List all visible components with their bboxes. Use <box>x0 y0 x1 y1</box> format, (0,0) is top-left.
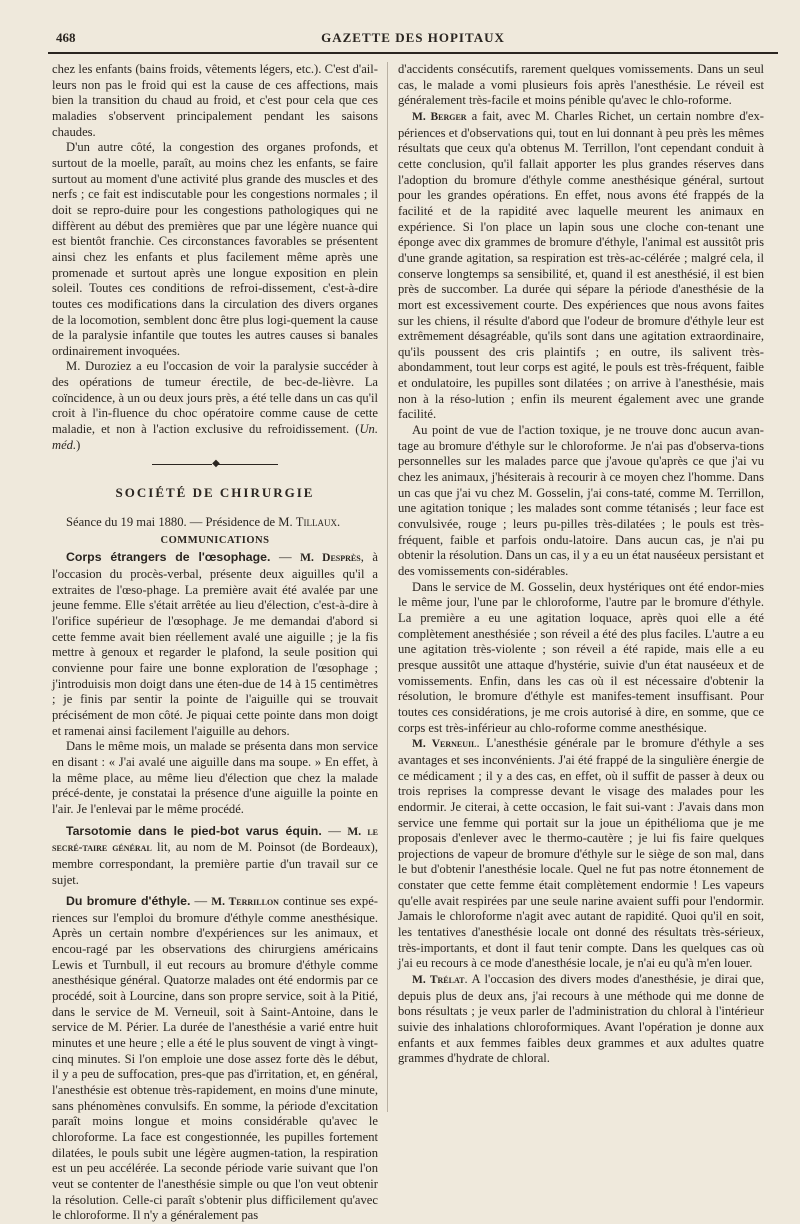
session-line <box>52 515 378 531</box>
speaker-name: M. Berger <box>412 110 467 123</box>
berger-paragraph <box>398 109 764 423</box>
article-oesophage-p2: Dans le même mois, un malade se présenta dans mon service en disant : « J'ai avalé une aiguille dans ma soupe. » En effet, à la même place, au même lieu d'élection que chez la malade précé-dente, je constatai la présence d'une aiguille la pointe en l'air. Je l'enlevai par le même procédé. <box>52 739 378 816</box>
article-author: M. Desprès <box>300 552 361 565</box>
dash: — <box>321 823 348 838</box>
speaker-text: . A l'occasion des divers modes d'anesthésie, je dirai que, depuis plus de deux ans, j'ai recours à une méthode qui me donne de bons résultats ; je veux parler de l'administration du chloral à l'intérieur suivie des inhalations chloroformiques. Avant l'opération je donne aux enfants et aux femmes faibles deux grammes et aux adultes quatre grammes d'hydrate de chloral. <box>398 972 764 1066</box>
article-bromure <box>52 894 378 1224</box>
left-column <box>52 62 378 1224</box>
section-title: SOCIÉTÉ DE CHIRURGIE <box>115 485 315 501</box>
article-text: , à l'occasion du procès-verbal, présente deux aiguilles qu'il a extraites de l'œso-phage. La première avait été avalée par une jeune femme. Elle s'était arrêtée au lieu d'élection, c'est-à-dire à l'orifice supérieur de l'œsophage. Je me demandai d'abord si cette femme avait bien réellement avalé une aiguille ; je la fis mettre à genoux et regarder le plafond, la seule position qui convienne pour faire une bonne exploration de l'œsophage ; j'introduisis mon doigt dans une éten-due de 14 à 15 centimètres ; je finis par sentir la pointe de l'aiguille qui se trouvait précisément de mon côté. Je piquai cette pointe dans mon doigt et ramenai ainsi facilement l'aiguille au dehors. <box>52 550 378 738</box>
paren-close: ) <box>76 437 81 452</box>
verneuil-paragraph <box>398 736 764 972</box>
left-paragraph-3 <box>52 359 378 453</box>
speaker-text: a fait, avec M. Charles Richet, un certain nombre d'ex-périences et d'observations qui, tout en lui donnant à peu près les mêmes résultats que ceux qu'a obtenus M. Terrillon, l'ont cependant conduit à cette conclusion, qu'il fallait apporter les plus grandes réserves dans l'adoption du bromure d'éthyle comme anesthésique général, surtout pour les grandes opérations. En effet, nous avons été frappés de la facilité et de la rapidité avec laquelle meurent les animaux en expérience. Si l'on place un lapin sous une cloche con-tenant une éponge avec dix grammes de bromure d'éthyle, l'animal est aussitôt pris d'une grande agitation, sa respiration est très-ac-célérée ; malgré cela, il conserve longtemps sa sensibilité, et, quand il est anesthésié, il est bien près de succomber. La durée qui sépare la période d'anesthésie de la mort est excessivement courte. Des expériences que nous avons faites sur les chiens, il résulte d'abord que l'odeur de bromure d'éthyle leur est extrêmement désagréable, qu'ils sont dans une agitation extraordinaire, qu'ils poussent des cris plaintifs ; en outre, ils salivent très-abondamment, tout leur corps est agité, le pouls est très-fréquent, faible et ondulatoire, les pupilles sont dilatées ; on arrive à l'anesthésie, mais non à la réso-lution ; enfin ils meurent également avec une grande facilité. <box>398 108 764 422</box>
article-author: M. Terrillon <box>211 896 279 909</box>
page-number: 468 <box>56 30 76 45</box>
trelat-paragraph <box>398 972 764 1067</box>
article-text: continue ses expé-riences sur l'emploi du bromure d'éthyle comme anesthésique. Après un certain nombre d'expériences sur les animaux, et encou-ragé par les observations des chirurgiens américains Lewis et Turnbull, il eut recours au bromure d'éthyle comme anesthésique général. Quatorze malades ont été endormis par ce procédé, soit à Lourcine, dans son propre service, soit à la Pitié, dans le service de M. Verneuil, soit à Saint-Antoine, dans le service de M. Périer. La durée de l'anesthésie a varié entre huit minutes et une heure ; elle a été le plus souvent de vingt à vingt-cinq minutes. Si l'on emploie une dose assez forte dès le début, il y a peu de suffocation, pres-que pas d'irritation, et, en général, l'anesthésie est obtenue très-rapidement, en moins d'une minute, sans phénomènes convulsifs. En somme, la période d'excitation paraît moins longue et moins considérable qu'avec le chloroforme. La face est congestionnée, les pupilles fortement dilatées, le pouls subit une légère augmen-tation, la respiration est un peu accélérée. La seconde période varie suivant que l'on veut se contenter de l'anesthésie simple ou que l'on veut obtenir la résolution. Celle-ci paraît s'obtenir plus difficilement qu'avec le chloroforme. Il n'y a généralement pas <box>52 894 379 1223</box>
article-title: Corps étrangers de l'œsophage. <box>66 550 271 565</box>
article-text: lit, au nom de M. Poinsot (de Bordeaux), membre correspondant, la première partie d'un travail sur ce sujet. <box>52 840 378 887</box>
speaker-name: M. Trélat <box>412 974 465 987</box>
speaker-text: . L'anesthésie générale par le bromure d'éthyle a ses avantages et ses inconvénients. J'ai été frappé de la singulière énergie de ce médicament ; il y a des cas, en effet, où il suffit de passer à deux ou trois reprises la compresse devant le visage des malades pour les endormir. Je citerai, à cette occasion, le fait sui-vant : J'avais dans mon service une femme qui portait sur la joue un épithélioma que je me proposais d'enlever avec le thermo-cautère ; je lui fis faire quelques projections de vapeur de bromure d'éthyle sur le siège de son mal, dans le but d'obtenir l'anesthésie locale. Quel ne fut pas notre étonnement de constater que cette femme était complètement endormie ! Les vapeurs qu'elle avait respirées par une seule narine avaient suffi pour l'endormir. Jamais le chloroforme n'agit avec autant de rapidité. Quoi qu'il en soit, les tentatives d'anesthésie locale ont donné des résultats très-sérieux, très-importants, et dont il faut tenir compte. Dans les quelques cas où j'ai eu recours à ce mode d'anesthésie locale, je n'ai eu qu'à m'en louer. <box>398 736 764 971</box>
page-header <box>48 28 778 54</box>
right-paragraph-4: Dans le service de M. Gosselin, deux hystériques ont été endor-mies le même jour, l'une par le chloroforme, l'autre par le bromure d'éthyle. La première a eu une agitation loquace, après quoi elle a été complètement anesthésiée ; son réveil a été des plus faciles. L'autre a eu une agitation très-violente ; son réveil a été rapide, mais elle a eu presque aussitôt une attaque d'hystérie, suivie d'un état nauséeux et de vomissements. Enfin, dans les cas où il est nécessaire d'obtenir la résolution, le bromure d'éthyle est manifes-tement insuffisant. Pour toutes ces considérations, je me crois autorisé à dire, en somme, que ce corps est très-inférieur au chlo-roforme comme anesthésique. <box>398 579 764 735</box>
left-paragraph-2: D'un autre côté, la congestion des organes profonds, et surtout de la moelle, paraît, au moins chez les enfants, se faire surtout au moment d'une activité plus grande des muscles et des nerfs ; ce fait est indiscutable pour les congestions normales ; il doit se repro-duire pour les congestions pathologiques qui ne diffèrent au début des premières que par une légère nuance qui est bientôt franchie. Ces circonstances favorables se présentent ainsi chez les enfants et plus facilement même après une promenade et surtout après une longue exposition en plein soleil. Toutes ces conditions de refroi-dissement, c'est-à-dire toutes ces modifications dans la circulation des divers organes de la locomotion, semblent donc être plus logi-quement la cause de la paralysie infantile que toutes les autres causes si banales ordinairement invoquées. <box>52 140 378 358</box>
article-oesophage <box>52 550 378 739</box>
speaker-name: M. Verneuil <box>412 738 477 751</box>
communications-heading: COMMUNICATIONS <box>160 534 270 546</box>
article-title: Du bromure d'éthyle. <box>66 894 191 909</box>
section-divider: ◆ <box>52 459 378 469</box>
article-tarsotomie <box>52 824 378 889</box>
right-paragraph-1: d'accidents consécutifs, rarement quelques vomissements. Dans un seul cas, le malade a vomi plusieurs fois après l'anesthésie. Le réveil est généralement très-facile et moins pénible qu'avec le chlo-roforme. <box>398 62 764 108</box>
source-reference: Un. méd. <box>52 422 378 452</box>
duroziez-text: M. Duroziez a eu l'occasion de voir la paralysie succéder à des opérations de tumeur érectile, de bec-de-lièvre. La coïncidence, à un ou deux jours près, a été telle dans un cas qu'il croit à l'in-fluence du choc opératoire comme cause de cette maladie, et non à l'action exclusive du refroidissement. ( <box>52 359 378 437</box>
session-text: Séance du 19 mai 1880. — Présidence de M. <box>66 515 296 530</box>
column-rule <box>387 62 388 1112</box>
session-period: . <box>336 515 341 530</box>
article-title: Tarsotomie dans le pied-bot varus équin. <box>66 823 322 838</box>
article-author: M. le secré-taire général <box>52 825 379 855</box>
right-column <box>398 62 764 1067</box>
journal-title: GAZETTE DES HOPITAUX <box>321 30 505 45</box>
right-paragraph-3: Au point de vue de l'action toxique, je ne trouve donc aucun avan-tage au bromure d'éthyle sur le chloroforme. Je n'ai pas d'observa-tions personnelles sur les malades parce que j'avoue qu'après ce que j'ai vu chez les animaux, j'hésiterais à recourir à ce moyen chez l'homme. Dans un cas que j'ai vu chez M. Gosselin, j'ai cons-taté, comme M. Terrillon, une agitation tonique ; les malades sont comme tétanisés ; leur face est convulsivée, rouge ; leurs pu-pilles très-dilatées ; le pouls est très-fréquent, faible et parfois ondu-latoire. Dans aucun cas, je n'ai pu obtenir la résolution. Dans un cas, il y a eu un état nauséeux persistant et des vomissements con-sidérables. <box>398 423 764 578</box>
dash: — <box>190 894 212 909</box>
president-name: Tillaux <box>295 515 337 530</box>
dash: — <box>270 550 301 565</box>
left-paragraph-1: chez les enfants (bains froids, vêtements légers, etc.). C'est d'ail-leurs non pas le froid qui est la cause de ces affections, mais bien la transition du chaud au froid, et c'est pour cela que ces maladies s'observent principalement pendant les saisons chaudes. <box>52 62 378 139</box>
